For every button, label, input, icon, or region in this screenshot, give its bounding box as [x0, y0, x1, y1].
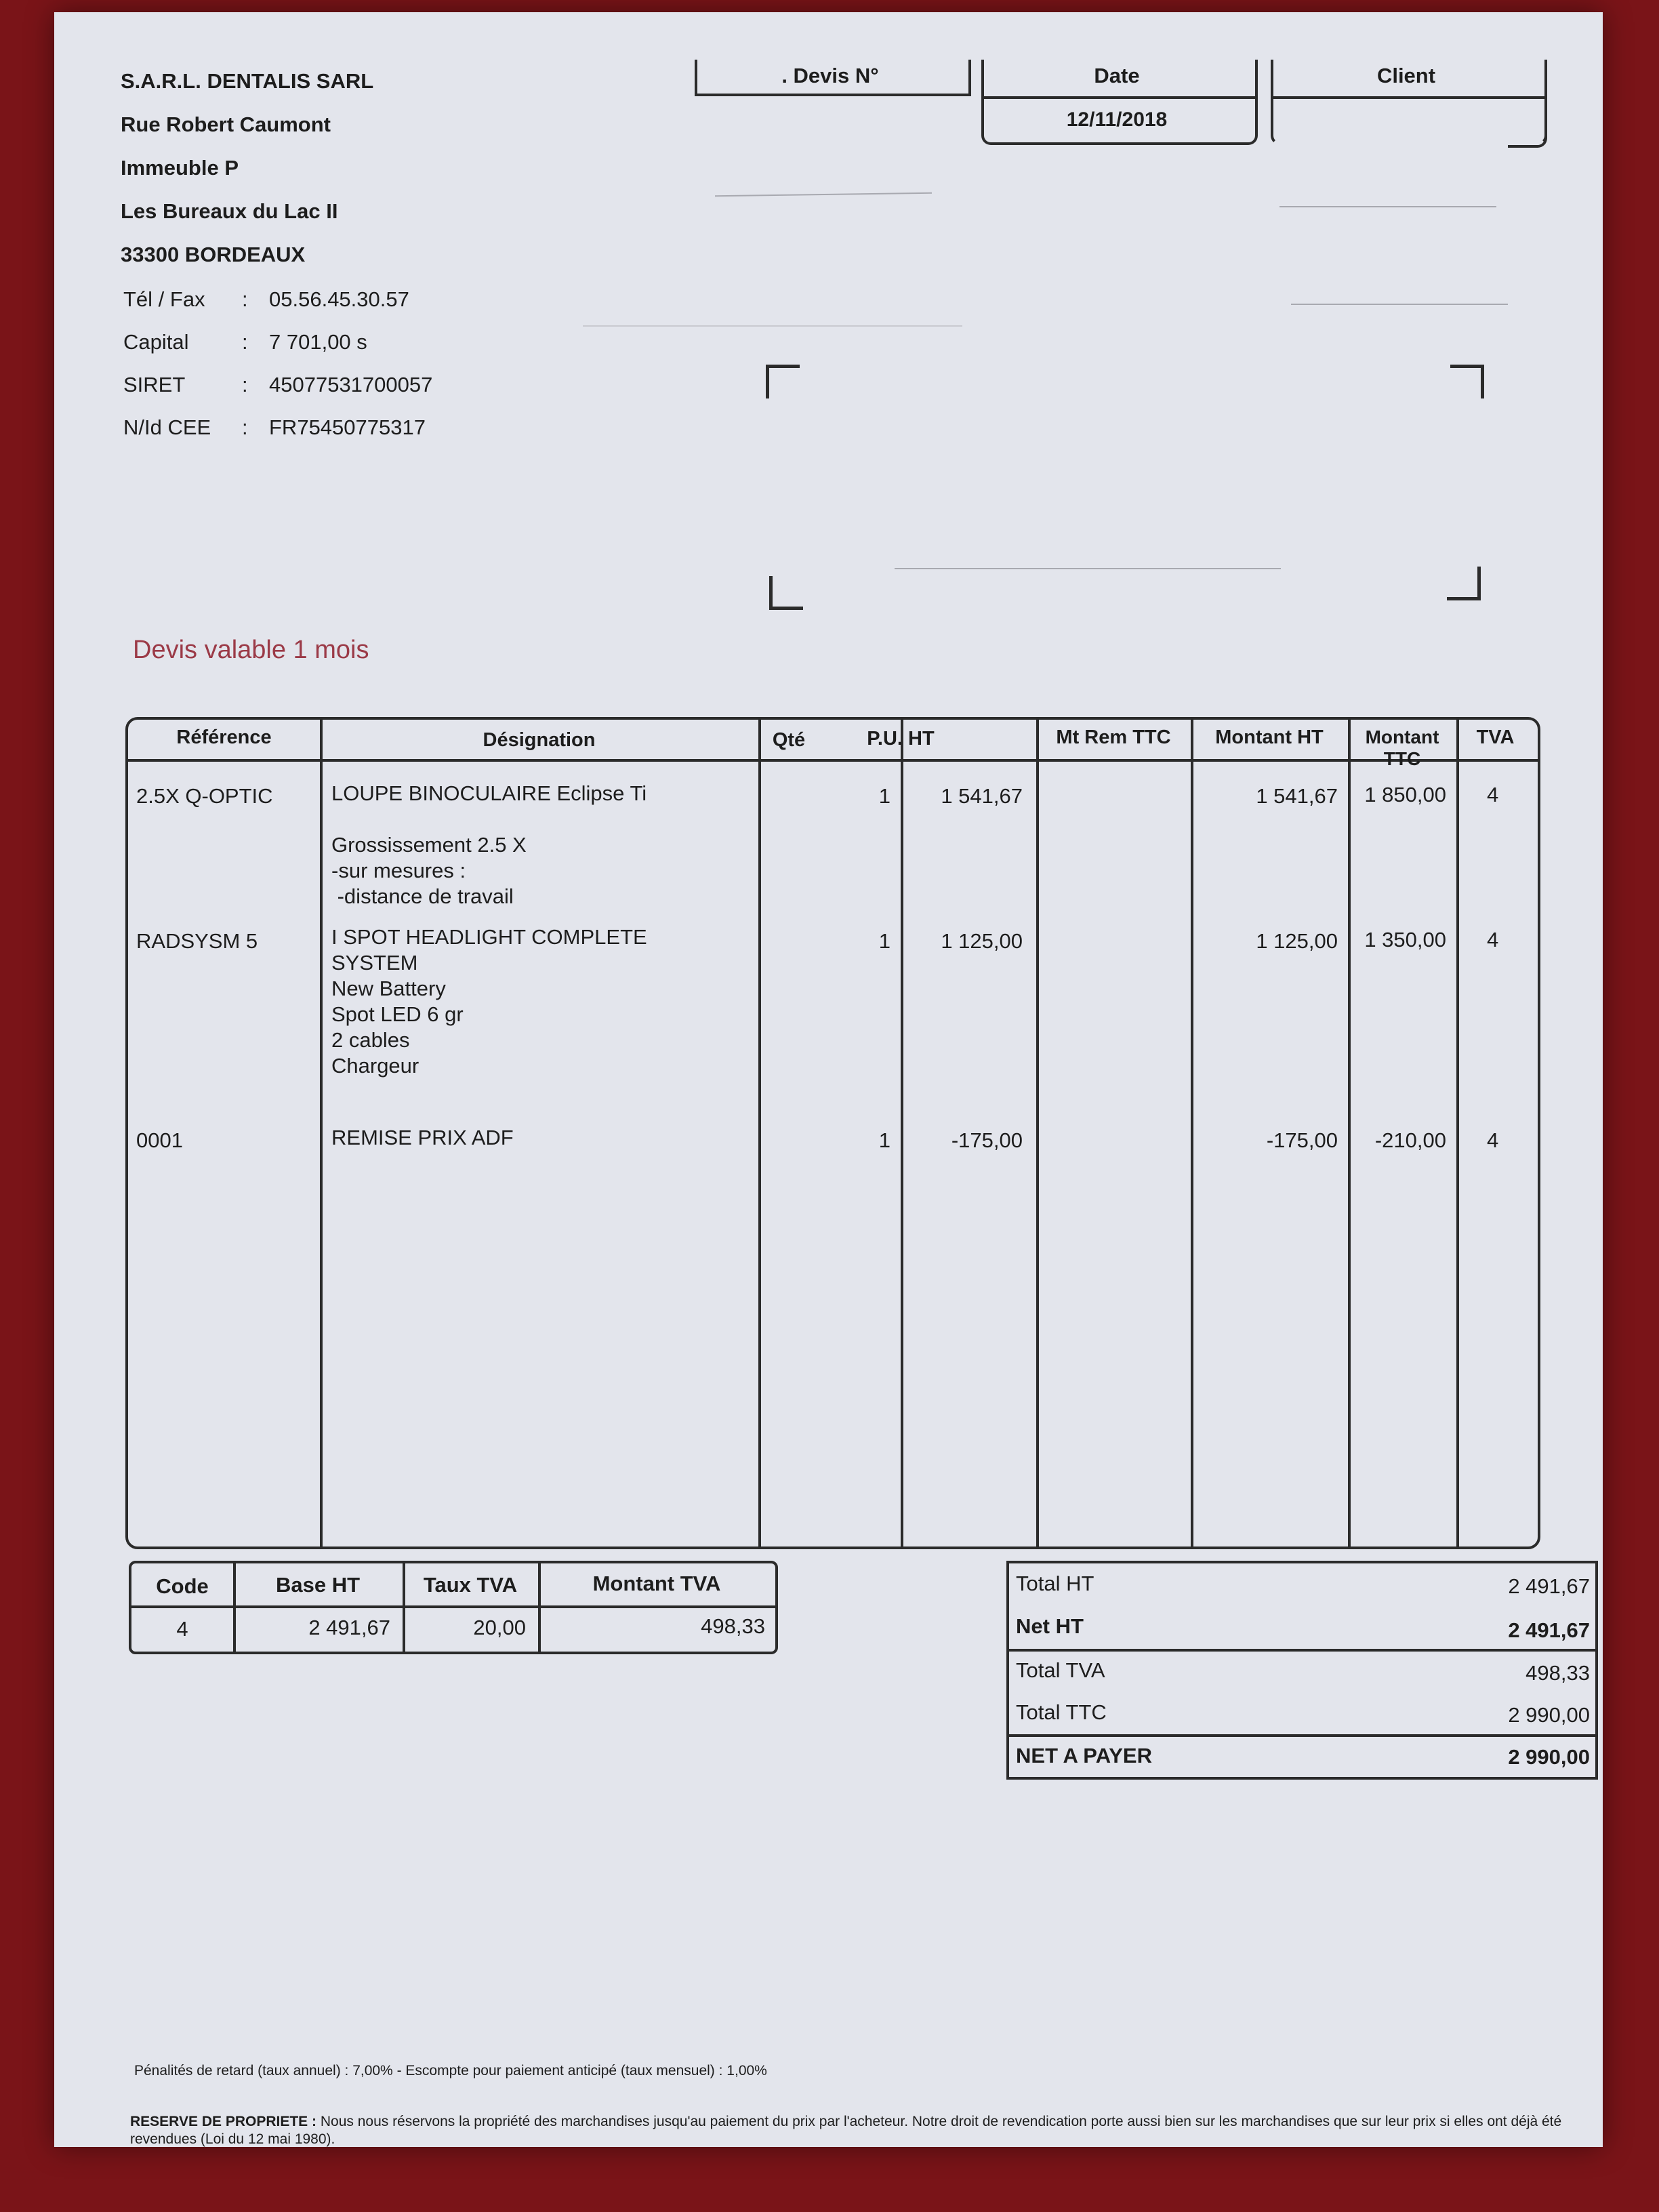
validity-note: Devis valable 1 mois [133, 636, 369, 664]
company-street: Rue Robert Caumont [121, 112, 331, 136]
col-header-amount-ttc: Montant TTC [1365, 726, 1439, 769]
devis-number-label: . Devis N° [781, 64, 879, 87]
col-divider [1456, 720, 1459, 1547]
col-divider [1191, 720, 1193, 1547]
reserve-title: RESERVE DE PROPRIETE : [130, 2114, 317, 2129]
table-row-1-unit-price: 1 541,67 [941, 784, 1023, 808]
table-row-3-unit-price: -175,00 [951, 1128, 1023, 1152]
col-header-unit-price: P.U. HT [867, 728, 935, 750]
company-building: Immeuble P [121, 156, 239, 180]
col-header-designation: Désignation [483, 729, 596, 751]
quote-document [54, 12, 1603, 2147]
table-row-3-amount-ttc: -210,00 [1374, 1128, 1446, 1152]
col-header-qty: Qté [772, 729, 806, 751]
tva-header-base: Base HT [275, 1573, 361, 1597]
net-ht-row: Net HT 2 491,67 [1016, 1614, 1590, 1642]
faint-line [715, 192, 932, 197]
detail-row-phone: Tél / Fax : 05.56.45.30.57 [123, 287, 409, 311]
tva-header-divider [131, 1605, 775, 1608]
window-corner-tr [1450, 365, 1484, 398]
total-tva-row: Total TVA 498,33 [1016, 1658, 1590, 1685]
table-row-1-amount-ht: 1 541,67 [1256, 784, 1338, 808]
tva-header-amount: Montant TVA [592, 1572, 721, 1595]
col-divider [1036, 720, 1039, 1547]
totals-box [1006, 1561, 1598, 1780]
table-row-3-amount-ht: -175,00 [1266, 1128, 1338, 1152]
table-row-1-ref: 2.5X Q-OPTIC [136, 784, 273, 808]
date-box-divider [984, 96, 1255, 99]
client-label: Client [1376, 64, 1436, 87]
window-corner-br [1447, 567, 1481, 600]
col-divider [1348, 720, 1351, 1547]
total-ht-row: Total HT 2 491,67 [1016, 1572, 1590, 1598]
company-name: S.A.R.L. DENTALIS SARL [121, 69, 374, 93]
net-a-payer-row: NET A PAYER 2 990,00 [1016, 1744, 1590, 1769]
table-row-3-designation: REMISE PRIX ADF [331, 1126, 514, 1149]
faint-line [1291, 304, 1508, 305]
table-row-2-tva: 4 [1487, 928, 1499, 951]
company-address [121, 60, 373, 276]
penalties-note: Pénalités de retard (taux annuel) : 7,00% - Escompte pour paiement anticipé (taux mensuel) : 1,00% [134, 2063, 767, 2078]
tva-header-rate: Taux TVA [423, 1573, 518, 1597]
client-box-divider [1273, 96, 1544, 99]
items-table [125, 717, 1540, 1549]
client-box-bottom-hook [1508, 127, 1547, 148]
tva-code: 4 [176, 1617, 188, 1641]
header-divider [128, 759, 1538, 762]
tva-amount: 498,33 [701, 1614, 765, 1638]
table-row-2-amount-ht: 1 125,00 [1256, 929, 1338, 953]
faint-line [895, 568, 1281, 569]
table-row-2-ref: RADSYSM 5 [136, 929, 258, 953]
col-divider [320, 720, 323, 1547]
total-ttc-row: Total TTC 2 990,00 [1016, 1700, 1590, 1727]
table-row-2-designation: I SPOT HEADLIGHT COMPLETE SYSTEM New Battery Spot LED 6 gr 2 cables Chargeur [331, 925, 647, 1078]
faint-line [583, 325, 962, 327]
table-row-1-designation: LOUPE BINOCULAIRE Eclipse Ti Grossissement 2.5 X -sur mesures : -distance de travail [331, 781, 647, 908]
table-row-3-qty: 1 [878, 1128, 890, 1152]
faint-line [1279, 206, 1496, 207]
table-row-3-tva: 4 [1487, 1128, 1499, 1152]
reserve-text: Nous nous réservons la propriété des marchandises jusqu'au paiement du prix par l'acheteur. Notre droit de revendication porte aussi bien sur les marchandises que sur leur prix si elles ont déjà été revendues (Loi du 12 mai 1980). [130, 2114, 1562, 2147]
table-row-1-amount-ttc: 1 850,00 [1364, 783, 1446, 806]
table-row-2-unit-price: 1 125,00 [941, 929, 1023, 953]
tva-header-code: Code [156, 1574, 209, 1598]
table-row-1-tva: 4 [1487, 783, 1499, 806]
tva-rate: 20,00 [473, 1616, 526, 1639]
detail-row-capital: Capital : 7 701,00 s [123, 330, 367, 354]
col-header-discount: Mt Rem TTC [1056, 726, 1171, 748]
table-row-1-qty: 1 [878, 784, 890, 808]
window-corner-bl [769, 576, 803, 610]
col-header-reference: Référence [176, 726, 272, 748]
col-divider [758, 720, 761, 1547]
company-details [123, 278, 432, 449]
col-header-tva: TVA [1476, 726, 1515, 748]
detail-row-siret: SIRET : 45077531700057 [123, 373, 433, 396]
table-row-3-ref: 0001 [136, 1128, 183, 1152]
window-corner-tl [766, 365, 800, 398]
company-complex: Les Bureaux du Lac II [121, 199, 338, 223]
date-label: Date [1094, 64, 1140, 87]
tva-base: 2 491,67 [308, 1616, 390, 1639]
ownership-reserve-note [130, 2113, 1587, 2148]
date-value: 12/11/2018 [1066, 108, 1168, 131]
table-row-2-amount-ttc: 1 350,00 [1364, 928, 1446, 951]
detail-row-vat: N/Id CEE : FR75450775317 [123, 415, 426, 439]
company-city: 33300 BORDEAUX [121, 243, 306, 266]
table-row-2-qty: 1 [878, 929, 890, 953]
col-header-amount-ht: Montant HT [1215, 726, 1324, 748]
col-divider [901, 720, 903, 1547]
tva-summary-table [129, 1561, 778, 1654]
